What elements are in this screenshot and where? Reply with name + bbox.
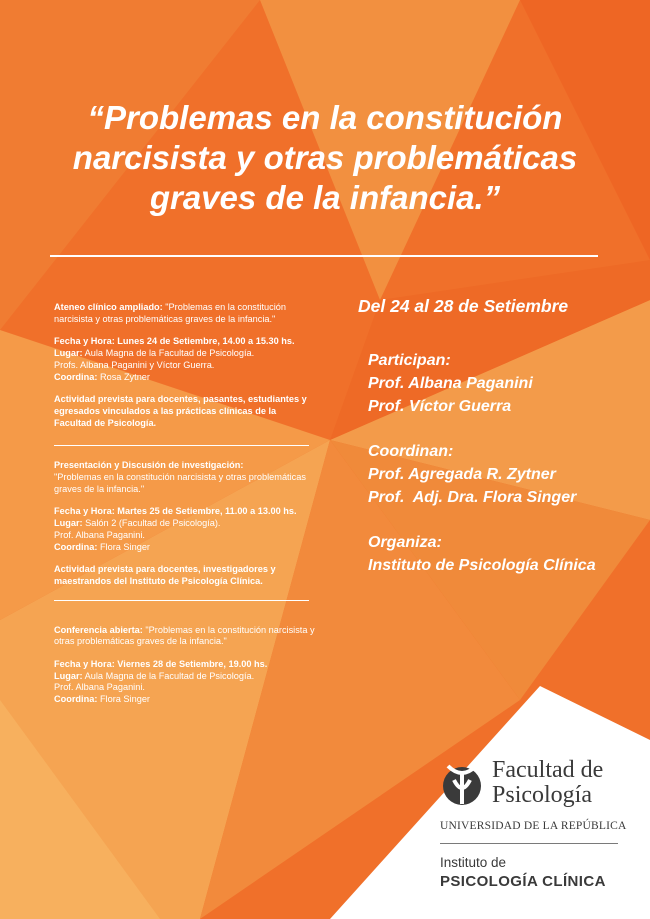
activity-coordinator [54,542,316,554]
activity-topic: "Problemas en la constitución narcisista y otras problemáticas graves de la infancia." [54,624,315,647]
place-label: Lugar: [54,348,83,359]
place-value: Aula Magna de la Facultad de Psicología. [82,670,255,681]
coordinator-label: Coordina: [54,694,98,705]
coordinator-name: Prof. Agregada R. Zytner [368,466,556,483]
activity-speakers: Profs. Albana Paganini y Víctor Guerra. [54,359,215,370]
coordinator-value: Rosa Zytner [97,371,150,382]
info-column [358,296,638,599]
event-dates: Del 24 al 28 de Setiembre [358,296,569,316]
activity-datetime: Fecha y Hora: Lunes 24 de Setiembre, 14.00 a 15.30 hs. [54,336,295,347]
faculty-name-line-1: Facultad de [492,757,604,783]
poster-title [30,98,620,218]
activity-place [54,518,316,530]
activity-heading [54,302,316,325]
title-line-3: graves de la infancia.” [149,179,501,216]
participants-label: Participan: [368,352,451,369]
organizer-name: Instituto de Psicología Clínica [368,557,596,574]
place-value: Salón 2 (Facultad de Psicología). [82,518,221,529]
activity-datetime: Fecha y Hora: Viernes 28 de Setiembre, 19.00 hs. [54,659,268,670]
university-name: UNIVERSIDAD DE LA REPÚBLICA [440,820,627,832]
faculty-name-line-2: Psicología [492,782,592,808]
organizer-block [358,531,638,577]
place-label: Lugar: [54,518,83,529]
coordinator-value: Flora Singer [97,694,150,705]
title-line-1: “Problemas en la constitución [87,99,563,136]
coordinator-label: Coordina: [54,371,98,382]
coordinators-block [358,440,638,509]
participant-name: Prof. Albana Paganini [368,375,533,392]
coordinators-label: Coordinan: [368,443,454,460]
organizer-label: Organiza: [368,534,442,551]
activity-type: Presentación y Discusión de investigación: [54,460,244,471]
coordinator-label: Coordina: [54,541,98,552]
activity-place [54,671,316,683]
place-value: Aula Magna de la Facultad de Psicología. [82,348,255,359]
activity-ateneo [54,302,316,429]
activity-audience: Actividad prevista para docentes, investigadores y maestrandos del Instituto de Psicología Clínica. [54,564,276,586]
title-divider [50,255,598,257]
coordinator-name: Prof. Adj. Dra. Flora Singer [368,489,577,506]
institute-name: PSICOLOGÍA CLÍNICA [440,873,606,890]
activity-speakers: Prof. Albana Paganini. [54,529,145,540]
activity-datetime: Fecha y Hora: Martes 25 de Setiembre, 11.00 a 13.00 hs. [54,506,297,517]
activity-type: Ateneo clínico ampliado: [54,302,163,312]
activity-type: Conferencia abierta: [54,624,143,635]
activity-topic: "Problemas en la constitución narcisista y otras problemáticas graves de la infancia." [54,472,306,494]
activity-place [54,348,316,360]
section-divider [54,600,309,601]
participants-block [358,349,638,418]
activity-investigation [54,460,316,587]
activity-coordinator [54,694,316,706]
coordinator-value: Flora Singer [97,541,150,552]
activity-coordinator [54,372,316,384]
activity-heading [54,625,316,648]
faculty-name [492,758,603,808]
place-label: Lugar: [54,670,83,681]
activity-conference [54,625,316,706]
participant-name: Prof. Víctor Guerra [368,398,512,415]
activity-speakers: Prof. Albana Paganini. [54,682,145,693]
logo-divider [440,843,618,844]
activity-topic: "Problemas en la constitución narcisista y otras problemáticas graves de la infancia." [54,302,287,324]
institute-label: Instituto de [440,855,507,870]
section-divider [54,445,309,446]
activities-column [54,302,316,706]
title-line-2: narcisista y otras problemáticas [72,139,578,176]
facultad-psicologia-logo-icon [440,760,484,808]
activity-audience: Actividad prevista para docentes, pasantes, estudiantes y egresados vinculados a las prácticas clínicas de la Facultad de Psicología. [54,394,307,428]
